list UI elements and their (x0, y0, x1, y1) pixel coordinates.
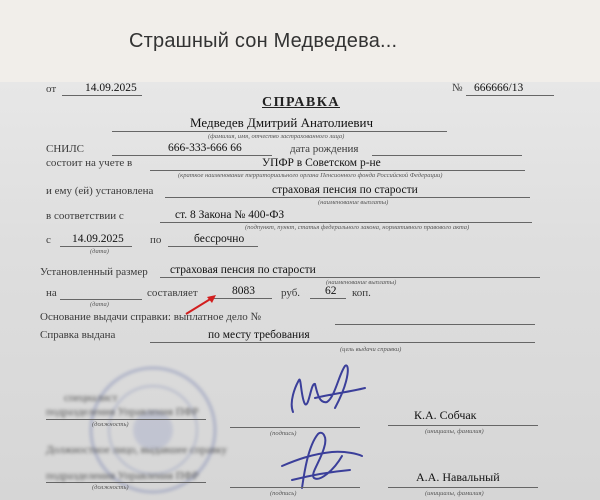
document-sheet (0, 82, 600, 500)
from-date-label: с (46, 234, 51, 246)
signature-2-icon (262, 422, 372, 497)
blurred-position-4: подразделения Управления ПФР (46, 470, 199, 482)
signer-line-1 (388, 425, 538, 426)
sign-hint-2: (подпись) (270, 490, 297, 497)
registered-label: состоит на учете в (46, 157, 133, 169)
fullname: Медведев Дмитрий Анатолиевич (190, 115, 374, 130)
doc-number: 666666/13 (474, 82, 524, 94)
pension-type: страховая пенсия по старости (272, 184, 418, 196)
blurred-position-1: специалист (64, 392, 118, 404)
pension-hint: (наименование выплаты) (318, 199, 389, 206)
law-value: ст. 8 Закона № 400-ФЗ (175, 209, 285, 221)
sign-hint-1: (подпись) (270, 430, 297, 437)
kop-line (310, 298, 346, 299)
birth-label: дата рождения (290, 143, 359, 155)
position-hint-2: (должность) (92, 484, 129, 491)
header-banner (0, 0, 600, 82)
position-line-1 (46, 419, 206, 420)
pension-type-line (165, 197, 530, 198)
on-date-hint: (дата) (90, 301, 109, 308)
law-hint: (подпункт, пункт, статья федерального закона, нормативного правового акта) (245, 224, 470, 231)
issued-hint: (цель выдачи справки) (340, 346, 402, 353)
page-caption: Страшный сон Медведева... (129, 30, 398, 52)
office-hint: (краткое наименование территориального органа Пенсионного фонда Российской Федерации) (178, 172, 443, 179)
snils-label: СНИЛС (46, 143, 85, 155)
to-line (168, 246, 258, 247)
signer-1: К.А. Собчак (414, 408, 477, 422)
basis-line (335, 324, 535, 325)
fullname-hint: (фамилия, имя, отчество застрахованного лица) (208, 133, 345, 140)
law-line (160, 222, 532, 223)
signature-1-icon (265, 352, 375, 422)
on-label: на (46, 287, 57, 299)
snils-value: 666-333-666 66 (168, 142, 242, 154)
doc-title: СПРАВКА (262, 95, 340, 110)
basis-label: Основание выдачи справки: выплатное дело № (40, 311, 261, 323)
number-sign: № (452, 82, 463, 94)
fullname-line (112, 131, 447, 132)
kop-value: 62 (325, 285, 337, 297)
issue-date: 14.09.2025 (85, 82, 137, 94)
initials-hint-1: (инициалы, фамилия) (425, 428, 484, 435)
blurred-position-2: подразделения Управления ПФР (46, 406, 199, 418)
office-line (150, 170, 525, 171)
rub-label: руб. (281, 287, 301, 299)
signer-line-2 (388, 487, 538, 488)
from-date-hint: (дата) (90, 248, 109, 255)
office-value: УПФР в Советском р-не (262, 157, 381, 169)
position-hint-1: (должность) (92, 421, 129, 428)
amount-type: страховая пенсия по старости (170, 264, 316, 276)
assigned-label: и ему (ей) установлена (46, 185, 154, 197)
issued-line (150, 342, 535, 343)
issued-to: по месту требования (208, 329, 310, 341)
from-date-value: 14.09.2025 (72, 233, 124, 245)
to-value: бессрочно (194, 233, 245, 245)
accordance-label: в соответствии с (46, 210, 124, 222)
amount-label: Установленный размер (40, 266, 148, 278)
birth-line (372, 155, 522, 156)
from-date-line (60, 246, 132, 247)
sum-label: составляет (147, 287, 198, 299)
rub-value: 8083 (232, 285, 255, 297)
snils-line (112, 155, 272, 156)
amount-hint: (наименование выплаты) (326, 279, 397, 286)
blurred-position-3: Должностное лицо, выдавшее справку (46, 444, 227, 456)
sign-line-2 (230, 487, 360, 488)
issued-label: Справка выдана (40, 329, 116, 341)
doc-number-line (466, 95, 554, 96)
on-date-line (60, 299, 142, 300)
position-line-2 (46, 482, 206, 483)
amount-type-line (160, 277, 540, 278)
kop-label: коп. (352, 287, 371, 299)
issue-date-line (62, 95, 142, 96)
from-label: от (46, 83, 57, 95)
initials-hint-2: (инициалы, фамилия) (425, 490, 484, 497)
to-label: по (150, 234, 162, 246)
signer-2: А.А. Навальный (416, 470, 500, 484)
